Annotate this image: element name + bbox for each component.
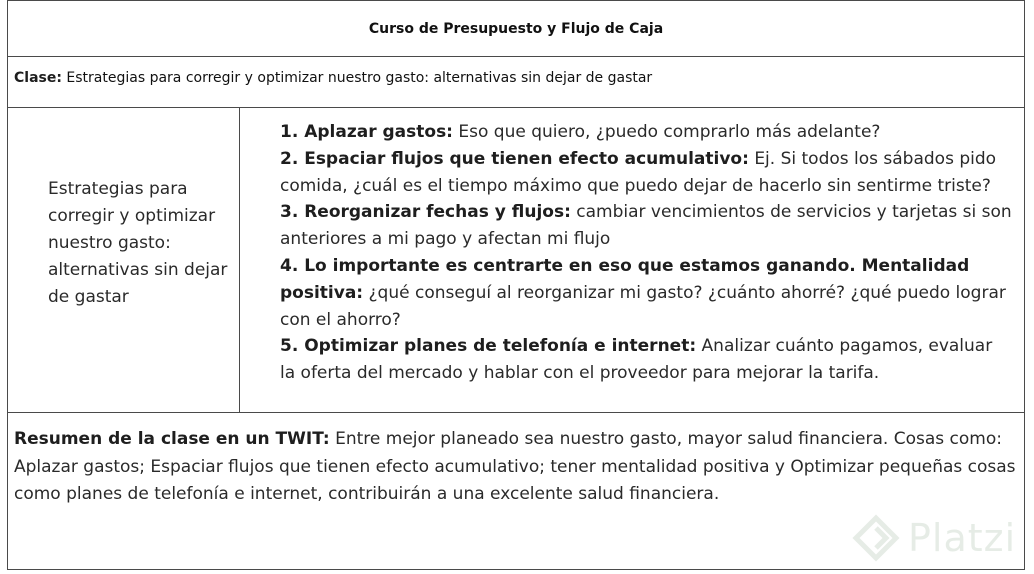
strategy-item [280, 253, 1012, 333]
notes-table [7, 0, 1025, 570]
class-row [8, 57, 1024, 108]
class-text: Estrategias para corregir y optimizar nuestro gasto: alternativas sin dejar de gastar [66, 70, 653, 86]
topic-cell [8, 108, 240, 412]
strategy-text: cambiar vencimientos de servicios y tarjetas si son anteriores a mi pago y afectan mi flujo [280, 202, 1012, 250]
strategy-heading: 3. Reorganizar fechas y flujos: [280, 202, 571, 223]
strategy-text: ¿qué conseguí al reorganizar mi gasto? ¿cuánto ahorré? ¿qué puedo lograr con el ahorro? [280, 282, 1006, 330]
strategy-item [280, 119, 1012, 146]
platzi-logo-icon [852, 514, 900, 562]
topic-text: Estrategias para corregir y optimizar nuestro gasto: alternativas sin dejar de gastar [48, 179, 228, 307]
strategy-text: Ej. Si todos los sábados pido comida, ¿cuál es el tiempo máximo que puedo dejar de hacerlo sin sentirme triste? [280, 148, 997, 196]
strategy-heading: 2. Espaciar flujos que tienen efecto acumulativo: [280, 148, 749, 169]
strategy-text: Eso que quiero, ¿puedo comprarlo más adelante? [458, 122, 881, 142]
main-row [8, 108, 1024, 413]
strategy-heading: 5. Optimizar planes de telefonía e internet: [280, 336, 697, 357]
class-label: Clase: [14, 70, 62, 86]
strategy-heading: 1. Aplazar gastos: [280, 122, 453, 142]
platzi-watermark [852, 510, 1032, 566]
document-title: Curso de Presupuesto y Flujo de Caja [368, 20, 664, 37]
title-row [8, 1, 1024, 57]
watermark-text: Platzi [908, 516, 1017, 560]
strategy-text: Analizar cuánto pagamos, evaluar la oferta del mercado y hablar con el proveedor para mejorar la tarifa. [280, 336, 993, 384]
strategy-heading: 4. Lo importante es centrarte en eso que estamos ganando. Mentalidad positiva: [280, 255, 970, 303]
strategy-item [280, 146, 1012, 200]
strategy-item [280, 199, 1012, 253]
strategy-item [280, 333, 1012, 387]
summary-text: Entre mejor planeado sea nuestro gasto, mayor salud financiera. Cosas como: Aplazar gastos; Espaciar flujos que tienen efecto acumulativo; tener mentalidad positiva y Optimizar pequeñas cosas como planes de telefonía e internet, contribuirán a una excelente salud financiera. [14, 429, 1016, 504]
summary-label: Resumen de la clase en un TWIT: [14, 429, 330, 449]
strategies-list [280, 119, 1012, 387]
